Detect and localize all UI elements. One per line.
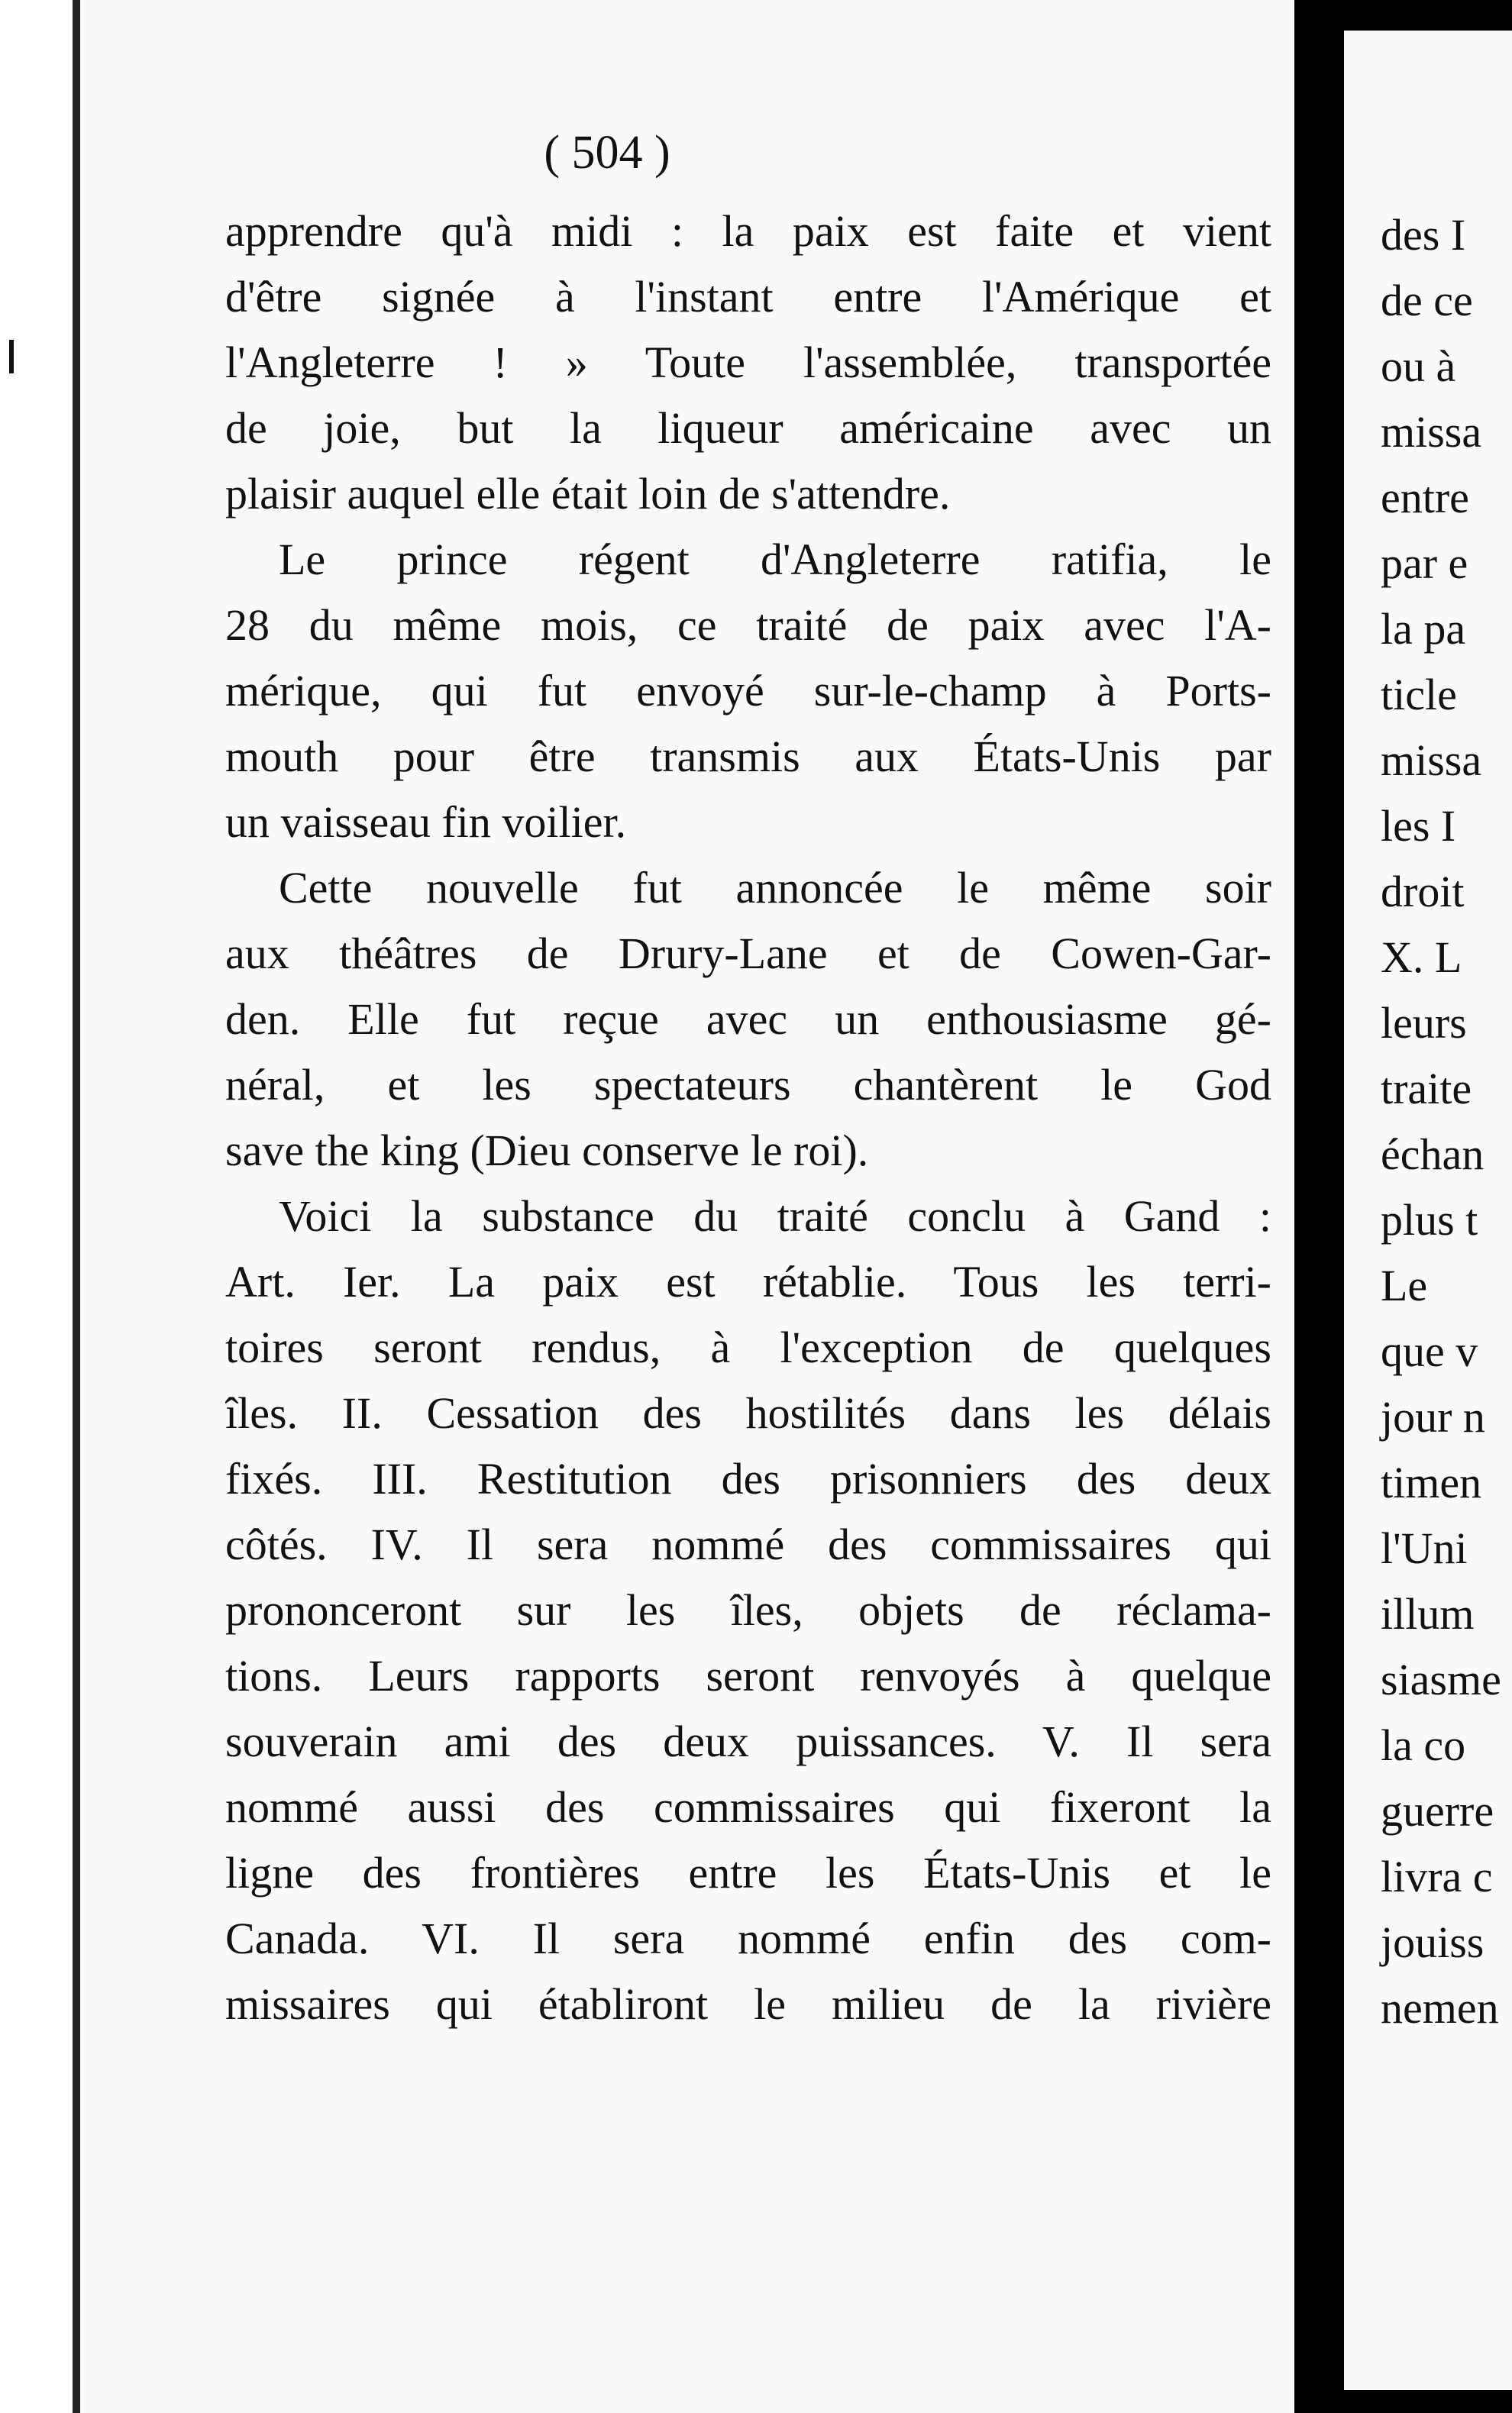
text-line: 28 du même mois, ce traité de paix avec l'A- — [225, 600, 1271, 650]
adjacent-page-line: X. L — [1381, 932, 1462, 982]
text-line: côtés. IV. Il sera nommé des commissaires qui — [225, 1520, 1271, 1569]
text-line: fixés. III. Restitution des prisonniers des deux — [225, 1454, 1271, 1504]
text-line: mouth pour être transmis aux États-Unis par — [225, 732, 1271, 781]
page-separator — [1313, 0, 1344, 2413]
text-line: plaisir auquel elle était loin de s'attendre. — [225, 469, 951, 518]
text-line: toires seront rendus, à l'exception de quelques — [225, 1323, 1271, 1372]
adjacent-page-line: jour n — [1381, 1392, 1485, 1442]
adjacent-page-line: traite — [1381, 1064, 1472, 1113]
adjacent-page-line: entre — [1381, 473, 1469, 522]
text-line: Canada. VI. Il sera nommé enfin des com- — [225, 1914, 1271, 1963]
adjacent-page-line: jouiss — [1381, 1917, 1485, 1967]
adjacent-page-line: missa — [1381, 735, 1482, 785]
text-line: den. Elle fut reçue avec un enthousiasme gé- — [225, 994, 1271, 1044]
adjacent-page-line: les I — [1381, 801, 1456, 851]
adjacent-page-line: droit — [1381, 867, 1465, 916]
adjacent-page-line: la pa — [1381, 604, 1466, 654]
text-line: save the king (Dieu conserve le roi). — [225, 1126, 869, 1175]
text-line: Art. Ier. La paix est rétablie. Tous les terri- — [225, 1257, 1271, 1307]
text-line: prononceront sur les îles, objets de réclama- — [225, 1585, 1271, 1635]
text-line: missaires qui établiront le milieu de la rivière — [225, 1979, 1271, 2029]
adjacent-page-line: ou à — [1381, 341, 1456, 391]
adjacent-page-line: timen — [1381, 1458, 1482, 1507]
adjacent-page-line: que v — [1381, 1326, 1478, 1376]
text-line: Cette nouvelle fut annoncée le même soir — [279, 863, 1271, 913]
text-line: ligne des frontières entre les États-Unis et le — [225, 1848, 1271, 1898]
adjacent-page-line: illum — [1381, 1589, 1475, 1639]
text-line: Le prince régent d'Angleterre ratifia, le — [279, 535, 1271, 584]
adjacent-page-line: des I — [1381, 210, 1466, 260]
adjacent-page-line: l'Uni — [1381, 1523, 1468, 1573]
text-line: mérique, qui fut envoyé sur-le-champ à Ports- — [225, 666, 1271, 716]
adjacent-page-line: ticle — [1381, 670, 1457, 719]
margin-mark — [9, 340, 14, 373]
adjacent-page-line: livra c — [1381, 1852, 1493, 1901]
text-line: tions. Leurs rapports seront renvoyés à quelque — [225, 1651, 1271, 1701]
page-number: ( 504 ) — [544, 127, 670, 179]
page-body-text — [225, 199, 1271, 2037]
page-gutter — [73, 0, 80, 2413]
adjacent-page-line: la co — [1381, 1720, 1466, 1770]
adjacent-page-line: Le — [1381, 1261, 1428, 1310]
text-line: de joie, but la liqueur américaine avec un — [225, 403, 1271, 453]
text-line: Voici la substance du traité conclu à Gand : — [279, 1191, 1271, 1241]
adjacent-page-line: nemen — [1381, 1983, 1499, 2033]
text-line: souverain ami des deux puissances. V. Il sera — [225, 1717, 1271, 1766]
adjacent-page-line: de ce — [1381, 276, 1473, 325]
adjacent-page-line: leurs — [1381, 998, 1467, 1048]
text-line: aux théâtres de Drury-Lane et de Cowen-Gar- — [225, 929, 1271, 978]
text-line: un vaisseau fin voilier. — [225, 797, 627, 847]
adjacent-page-line: guerre — [1381, 1786, 1494, 1836]
adjacent-page-line: par e — [1381, 538, 1468, 588]
adjacent-page-line: siasme — [1381, 1655, 1501, 1704]
text-line: nommé aussi des commissaires qui fixeront la — [225, 1782, 1271, 1832]
text-line: d'être signée à l'instant entre l'Amérique et — [225, 272, 1271, 321]
adjacent-page-line: missa — [1381, 407, 1482, 457]
text-line: apprendre qu'à midi : la paix est faite et vient — [225, 206, 1271, 256]
adjacent-page-fragment — [1344, 31, 1512, 2390]
text-line: îles. II. Cessation des hostilités dans les délais — [225, 1388, 1271, 1438]
adjacent-page-line: plus t — [1381, 1195, 1478, 1245]
left-margin-strip — [0, 0, 73, 2413]
text-line: l'Angleterre ! » Toute l'assemblée, transportée — [225, 338, 1271, 387]
text-line: néral, et les spectateurs chantèrent le God — [225, 1060, 1271, 1110]
adjacent-page-line: échan — [1381, 1129, 1485, 1179]
